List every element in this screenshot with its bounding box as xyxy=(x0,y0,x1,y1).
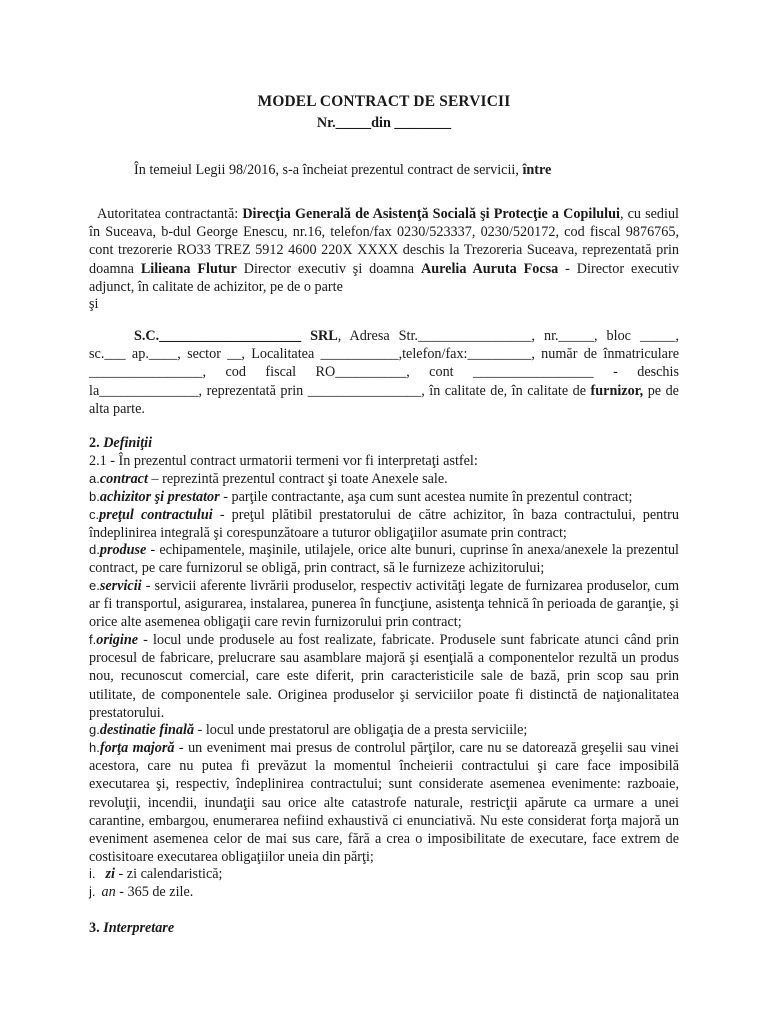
definition-item xyxy=(89,506,679,542)
intro-paragraph xyxy=(134,161,551,179)
supplier-end: pe de alta parte. xyxy=(89,382,679,417)
representative-2-role: - Director executiv adjunct, în calitate de achizitor, pe de o parte xyxy=(89,260,680,295)
definition-text: - servicii aferente livrării produselor, respectiv activităţi legate de furnizarea produselor, cum ar fi transportul, asigurarea, instalarea, punerea în funcţiune, asistenţa tehnică în perioada de garanţie, şi orice alte asemenea obligaţii care revin furnizorului prin contract; xyxy=(89,578,679,631)
definition-text: - locul unde produsele au fost realizate, fabricate. Produsele sunt fabricate atunci când prin procesul de fabricare, prelucrare sau asamblare majoră şi esenţială a componentelor rezultă un produs nou, recunoscut comercial, care este diferit, prin caracteristicile sale de bază, prin scop sau prin utilitate, de componentele sale. Originea produselor şi serviciilor poate fi distinctă de naţionalitatea prestatorului. xyxy=(89,632,679,721)
definition-letter: a. xyxy=(89,471,100,486)
contract-number-line: Nr._____din ________ xyxy=(316,115,452,131)
definition-letter: d. xyxy=(89,542,100,557)
definition-term: origine xyxy=(96,632,139,648)
section-3-heading xyxy=(89,919,174,937)
definition-item xyxy=(89,865,679,883)
definition-letter: h. xyxy=(89,740,100,755)
definition-term: forţa majoră xyxy=(99,740,175,756)
representative-1: Lilieana Flutur xyxy=(140,260,237,277)
authority-paragraph xyxy=(89,205,679,296)
representative-2: Aurelia Auruta Focsa xyxy=(420,260,559,277)
section-3-number: 3. xyxy=(89,920,104,936)
definition-term: zi xyxy=(105,866,115,882)
definition-text: - locul unde prestatorul are obligaţia de a presta serviciile; xyxy=(194,722,528,738)
definition-term: preţul contractului xyxy=(99,507,213,523)
definition-letter: i. xyxy=(89,866,96,881)
conjunction-and: şi xyxy=(89,296,99,312)
section-2-title: Definiţii xyxy=(103,435,153,451)
definition-letter: g. xyxy=(89,722,100,737)
definition-term: achizitor şi prestator xyxy=(99,489,220,505)
definition-text: - echipamentele, maşinile, utilajele, orice alte bunuri, cuprinse în anexa/anexele la prezentul contract, pe care furnizorul se obligă, prin contract, să le furnizeze achizitorului; xyxy=(89,542,679,577)
definition-text: – reprezintă prezentul contract şi toate Anexele sale. xyxy=(147,471,448,487)
definition-term: contract xyxy=(99,471,148,487)
definition-text: - un eveniment mai presus de controlul părţilor, care nu se datorează greşelii sau vinei acestora, care nu putea fi prevăzut la momentul încheierii contractului şi care face imposibilă executarea şi, respectiv, îndeplinirea contractului; sunt considerate asemenea evenimente: razboaie, revoluţii, incendii, inundaţii sau orice alte catastrofe naturale, restricţii apărute ca urmare a unei carantine, embargou, enumerarea nefiind exhaustivă ci enunciativă. Nu este considerat forţa majoră un eveniment asemenea celor de mai sus care, fără a crea o imposibilitate de executare, face extrem de costisitoare executarea obligaţiilor uneia din părţi; xyxy=(89,740,679,866)
definition-text: - zi calendaristică; xyxy=(114,866,223,882)
definition-item xyxy=(89,541,679,577)
definitions-intro: 2.1 - În prezentul contract urmatorii termeni vor fi interpretaţi astfel: xyxy=(89,453,478,469)
definition-text: - preţul plătibil prestatorului de către achizitor, în baza contractului, pentru îndeplinirea integrală şi corespunzătoare a tuturor obligaţiilor asumate prin contract; xyxy=(89,507,679,542)
definition-item xyxy=(89,488,679,506)
definition-letter: f. xyxy=(89,632,97,647)
representative-1-role: Director executiv şi doamna xyxy=(236,260,421,277)
intro-text: În temeiul Legii 98/2016, s-a încheiat prezentul contract de servicii, xyxy=(134,162,523,178)
definition-text: - 365 de zile. xyxy=(115,884,194,900)
authority-label: Autoritatea contractantă: xyxy=(97,206,243,222)
definition-letter: e. xyxy=(89,578,100,593)
definition-item xyxy=(89,739,679,866)
definition-letter: j. xyxy=(89,884,96,899)
definition-letter: b. xyxy=(89,489,100,504)
supplier-details: , Adresa Str.________________, nr._____, bloc _____, sc.___ ap.____, sector __, Localitatea ___________,telefon/fax:_________, număr de înmatriculare ________________, cod fiscal RO__________, cont _________________ - deschis la______________, reprezentată prin ________________, în calitate de, în calitate de xyxy=(89,328,679,399)
definition-item xyxy=(89,577,679,632)
authority-details: , cu sediul în Suceava, b-dul George Enescu, nr.16, telefon/fax 0230/523337, 0230/520172, cod fiscal 9876765, cont trezorerie RO33 TREZ 5912 4600 220X XXXX deschis la Trezoreria Suceava, reprezentată prin doamna xyxy=(89,206,680,277)
definition-term: destinatie finală xyxy=(99,722,195,738)
intro-bold: între xyxy=(522,162,552,178)
definition-term: produse xyxy=(99,542,147,558)
section-2-number: 2. xyxy=(89,435,104,451)
definition-item xyxy=(89,470,679,488)
definition-item xyxy=(89,631,679,722)
authority-name: Direcţia Generală de Asistenţă Socială şi Protecţie a Copilului xyxy=(242,206,620,222)
definition-item xyxy=(89,883,679,901)
definition-text: - parţile contractante, aşa cum sunt acestea numite în prezentul contract; xyxy=(219,489,633,505)
section-3-title: Interpretare xyxy=(103,920,175,936)
document-title: MODEL CONTRACT DE SERVICII xyxy=(257,93,511,110)
section-2-heading xyxy=(89,434,152,452)
definition-letter: c. xyxy=(89,507,100,522)
definition-term: an xyxy=(101,884,116,900)
supplier-paragraph xyxy=(89,327,679,418)
definition-item xyxy=(89,721,679,739)
supplier-company: S.C.____________________ SRL xyxy=(134,328,338,344)
supplier-role: furnizor, xyxy=(590,382,644,399)
definition-term: servicii xyxy=(99,578,142,594)
